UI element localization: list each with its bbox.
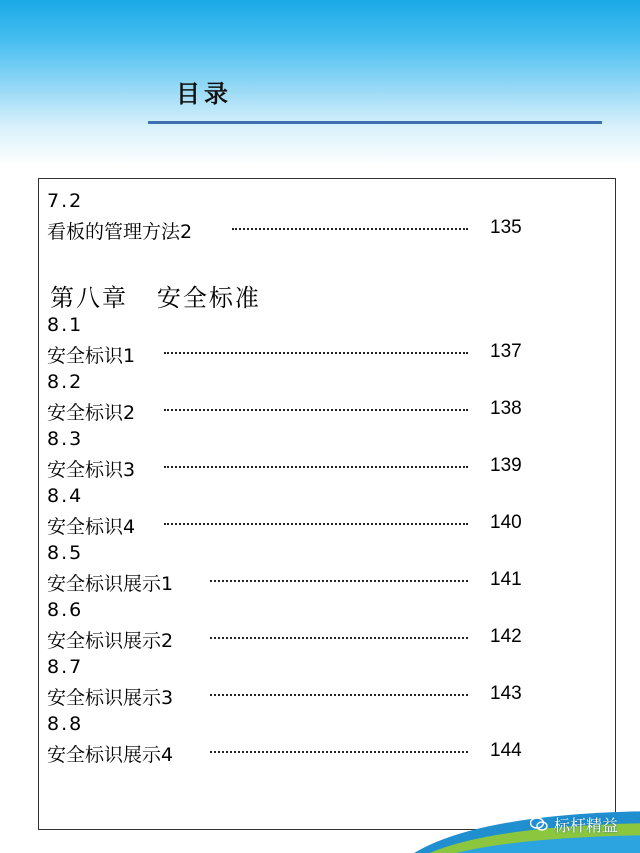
toc-entry-label[interactable]: 看板的管理方法2: [47, 221, 193, 243]
toc-leader-dots: [210, 694, 468, 696]
toc-entry-number: 8.4: [47, 485, 84, 507]
toc-entry-label[interactable]: 安全标识展示3: [47, 687, 174, 709]
toc-entry-label[interactable]: 安全标识展示2: [47, 630, 174, 652]
toc-leader-dots: [210, 751, 468, 753]
toc-entry-label[interactable]: 安全标识展示1: [47, 573, 174, 595]
toc-entry-page: 142: [490, 626, 522, 647]
chapter-heading: 第八章 安全标准: [50, 284, 261, 312]
toc-leader-dots: [210, 580, 468, 582]
toc-leader-dots: [164, 352, 468, 354]
title-underline: [148, 121, 602, 124]
wechat-icon: [530, 817, 548, 831]
toc-entry-page: 139: [490, 455, 522, 476]
toc-entry-page: 141: [490, 569, 522, 590]
toc-entry-number: 8.5: [47, 542, 84, 564]
toc-entry-number: 8.7: [47, 656, 84, 678]
toc-entry-number: 8.1: [47, 314, 84, 336]
toc-entry-label[interactable]: 安全标识1: [47, 345, 136, 367]
toc-entry-number: 8.2: [47, 371, 84, 393]
toc-entry-page: 143: [490, 683, 522, 704]
toc-entry-label[interactable]: 安全标识展示4: [47, 744, 174, 766]
toc-leader-dots: [210, 637, 468, 639]
toc-entry-page: 135: [490, 217, 522, 238]
toc-entry-number: 8.8: [47, 713, 84, 735]
toc-entry-page: 144: [490, 740, 522, 761]
toc-entry-label[interactable]: 安全标识3: [47, 459, 136, 481]
toc-entry-page: 138: [490, 398, 522, 419]
toc-entry-page: 137: [490, 341, 522, 362]
toc-leader-dots: [232, 228, 468, 230]
toc-leader-dots: [164, 409, 468, 411]
toc-entry-number: 7.2: [47, 190, 84, 212]
toc-entry-label[interactable]: 安全标识4: [47, 516, 136, 538]
watermark-text: 标杆精益: [554, 816, 619, 835]
toc-leader-dots: [164, 523, 468, 525]
page-title: 目录: [176, 80, 232, 108]
toc-entry-page: 140: [490, 512, 522, 533]
toc-leader-dots: [164, 466, 468, 468]
toc-entry-label[interactable]: 安全标识2: [47, 402, 136, 424]
toc-box: [38, 178, 616, 830]
toc-entry-number: 8.6: [47, 599, 84, 621]
toc-entry-number: 8.3: [47, 428, 84, 450]
